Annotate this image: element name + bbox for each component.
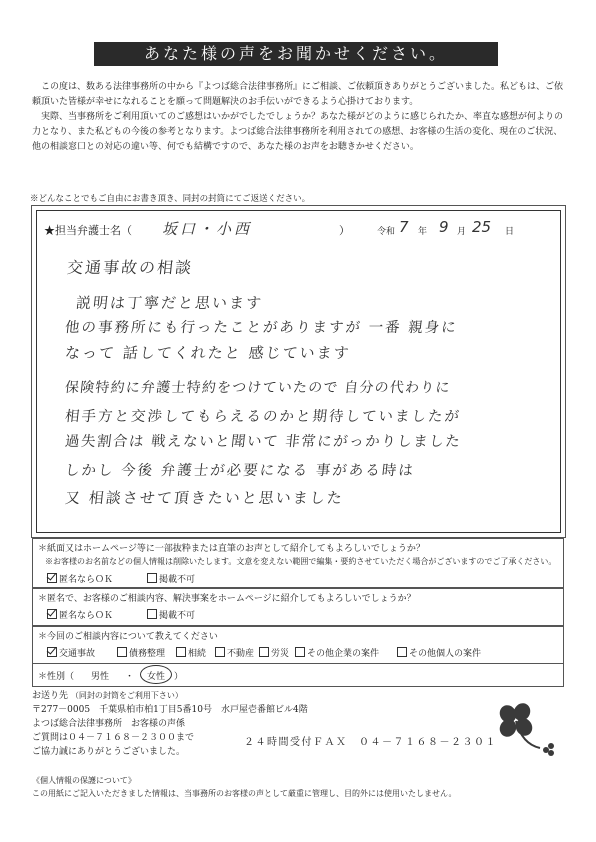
checkbox-checked-icon[interactable]	[47, 573, 57, 583]
option-debt[interactable]	[117, 646, 165, 659]
address-heading-row	[32, 689, 308, 703]
question-gender	[32, 663, 564, 687]
thanks-text: ご協力誠にありがとうございました。	[32, 747, 186, 757]
page-title: あなた様の声をお聞かせください。	[94, 42, 498, 66]
intro-paragraph-1: この度は、数ある法律事務所の中から『よつば総合法律事務所』にご相談、ご依頼頂きありがとうございました。私どもは、ご依頼頂いた皆様が幸せになれることを願って問題解決のお手伝いができるよう心掛けております。	[32, 82, 564, 107]
question-text: ＊紙面又はホームページ等に一部抜粋または直筆のお声として紹介してもよろしいでしょうか？	[38, 544, 425, 554]
privacy-heading: 《個人情報の保護について》	[32, 776, 136, 785]
handwritten-line: 過失割合は 戦えないと聞いて 非常にがっかりしました	[64, 434, 463, 450]
date-month-unit: 月	[457, 227, 467, 237]
privacy-text: この用紙にご記入いただきました情報は、当事務所のお客様の声として厳重に管理し、目的外には使用いたしません。	[32, 789, 457, 798]
address-tel: ご質問は０４－７１６８－２３００まで	[32, 733, 195, 743]
date-year-unit: 年	[418, 227, 428, 237]
checkbox-icon[interactable]	[397, 647, 407, 657]
question-text: ＊匿名で、お客様のご相談内容、解決事案をホームページに紹介してもよろしいでしょうか？	[38, 594, 416, 604]
checkbox-icon[interactable]	[117, 647, 127, 657]
checkbox-icon[interactable]	[147, 573, 157, 583]
option-label: 掲載不可	[159, 611, 196, 621]
question-text: ＊今回のご相談内容について教えてください	[38, 632, 218, 642]
option-label: 相続	[188, 649, 207, 659]
handwritten-line: 保険特約に弁護士特約をつけていたので 自分の代わりに	[64, 380, 452, 396]
option-label: 掲載不可	[159, 575, 196, 585]
address-org: よつば総合法律事務所 お客様の声係	[32, 719, 186, 729]
question-subnote: ※お客様のお名前などの個人情報は削除いたします。文意を変えない範囲で編集・要約させていただく場合がございますのでご了承ください。	[45, 557, 557, 566]
handwritten-line: 他の事務所にも行ったことがありますが 一番 親身に	[64, 320, 459, 336]
date-month[interactable]: 9	[439, 218, 449, 236]
option-label: その他企業の案件	[307, 649, 380, 659]
gender-option-female[interactable]: 女性	[147, 672, 166, 682]
question-consult-type	[32, 626, 564, 664]
address-fax: ２４時間受付ＦＡＸ ０４－７１６８－２３０１	[244, 737, 497, 748]
option-not-publish[interactable]	[147, 608, 195, 621]
address-heading: お送り先	[32, 691, 69, 701]
option-label: 労災	[271, 649, 290, 659]
date-era: 令和	[377, 227, 396, 237]
option-label: 債務整理	[129, 649, 166, 659]
question-publish-case	[32, 588, 564, 626]
option-other-corporate[interactable]	[295, 646, 379, 659]
instruction-note: ※どんなことでもご自由にお書き頂き、同封の封筒にてご返送ください。	[30, 194, 311, 204]
checkbox-icon[interactable]	[147, 609, 157, 619]
lawyer-row	[44, 218, 548, 240]
handwritten-line: しかし 今後 弁護士が必要になる 事がある時は	[64, 463, 416, 479]
intro-paragraph-2: 実際、当事務所をご利用頂いてのご感想はいかがでしたでしょうか？あなた様がどのように感じられたか、率直な感想が何よりの力となり、また私どもの今後の参考となります。よつば総合法律事務所を利用されての感想、お客様の生活の変化、現在のご状況、他の相談窓口との対応の違い等、何でも結構ですので、あなた様のお声をお聴きかせください。	[32, 112, 564, 152]
option-traffic-accident[interactable]	[47, 646, 95, 659]
date-day-unit: 日	[505, 227, 515, 237]
address-heading-note: （同封の封筒をご利用下さい）	[70, 691, 183, 700]
option-real-estate[interactable]	[215, 646, 254, 659]
option-work-accident[interactable]	[259, 646, 289, 659]
date-year[interactable]: 7	[399, 218, 409, 236]
option-label: その他個人の案件	[409, 649, 482, 659]
lawyer-label-close: ）	[339, 224, 350, 237]
option-other-personal[interactable]	[397, 646, 481, 659]
date-day[interactable]: 25	[472, 218, 492, 236]
privacy-block	[32, 774, 456, 800]
checkbox-icon[interactable]	[215, 647, 225, 657]
address-block	[32, 689, 308, 759]
option-inheritance[interactable]	[176, 646, 206, 659]
question-publish-excerpt	[32, 538, 564, 588]
option-anonymous-ok[interactable]	[47, 608, 113, 621]
option-label: 匿名ならＯＫ	[59, 611, 114, 621]
option-label: 不動産	[227, 649, 255, 659]
checkbox-checked-icon[interactable]	[47, 647, 57, 657]
intro-text	[32, 80, 568, 155]
gender-label: ＊性別（	[38, 672, 75, 682]
selected-circle-mark	[140, 665, 172, 684]
option-label: 匿名ならＯＫ	[59, 575, 114, 585]
option-not-publish[interactable]	[147, 572, 195, 585]
checkbox-icon[interactable]	[295, 647, 305, 657]
clover-logo-icon	[484, 696, 558, 760]
checkbox-icon[interactable]	[259, 647, 269, 657]
handwritten-title: 交通事故の相談	[66, 258, 195, 277]
handwritten-line: なって 話してくれたと 感じています	[64, 344, 352, 362]
option-anonymous-ok[interactable]	[47, 572, 113, 585]
handwritten-line: 説明は丁寧だと思います	[75, 294, 265, 312]
checkbox-checked-icon[interactable]	[47, 609, 57, 619]
lawyer-label: ★担当弁護士名（	[44, 224, 132, 237]
gender-option-male[interactable]: 男性	[91, 672, 110, 682]
checkbox-icon[interactable]	[176, 647, 186, 657]
lawyer-name-handwritten[interactable]: 坂口・小西	[162, 220, 253, 238]
gender-separator: ・	[125, 672, 135, 682]
handwritten-line: 相手方と交渉してもらえるのかと期待していましたが	[64, 409, 462, 425]
address-zip: 〒277－0005 千葉県柏市柏1丁目5番10号 水戸屋壱番館ビル4階	[32, 705, 308, 715]
gender-close: ）	[174, 672, 184, 682]
option-label: 交通事故	[59, 649, 96, 659]
handwritten-line: 又 相談させて頂きたいと思いました	[64, 489, 345, 507]
